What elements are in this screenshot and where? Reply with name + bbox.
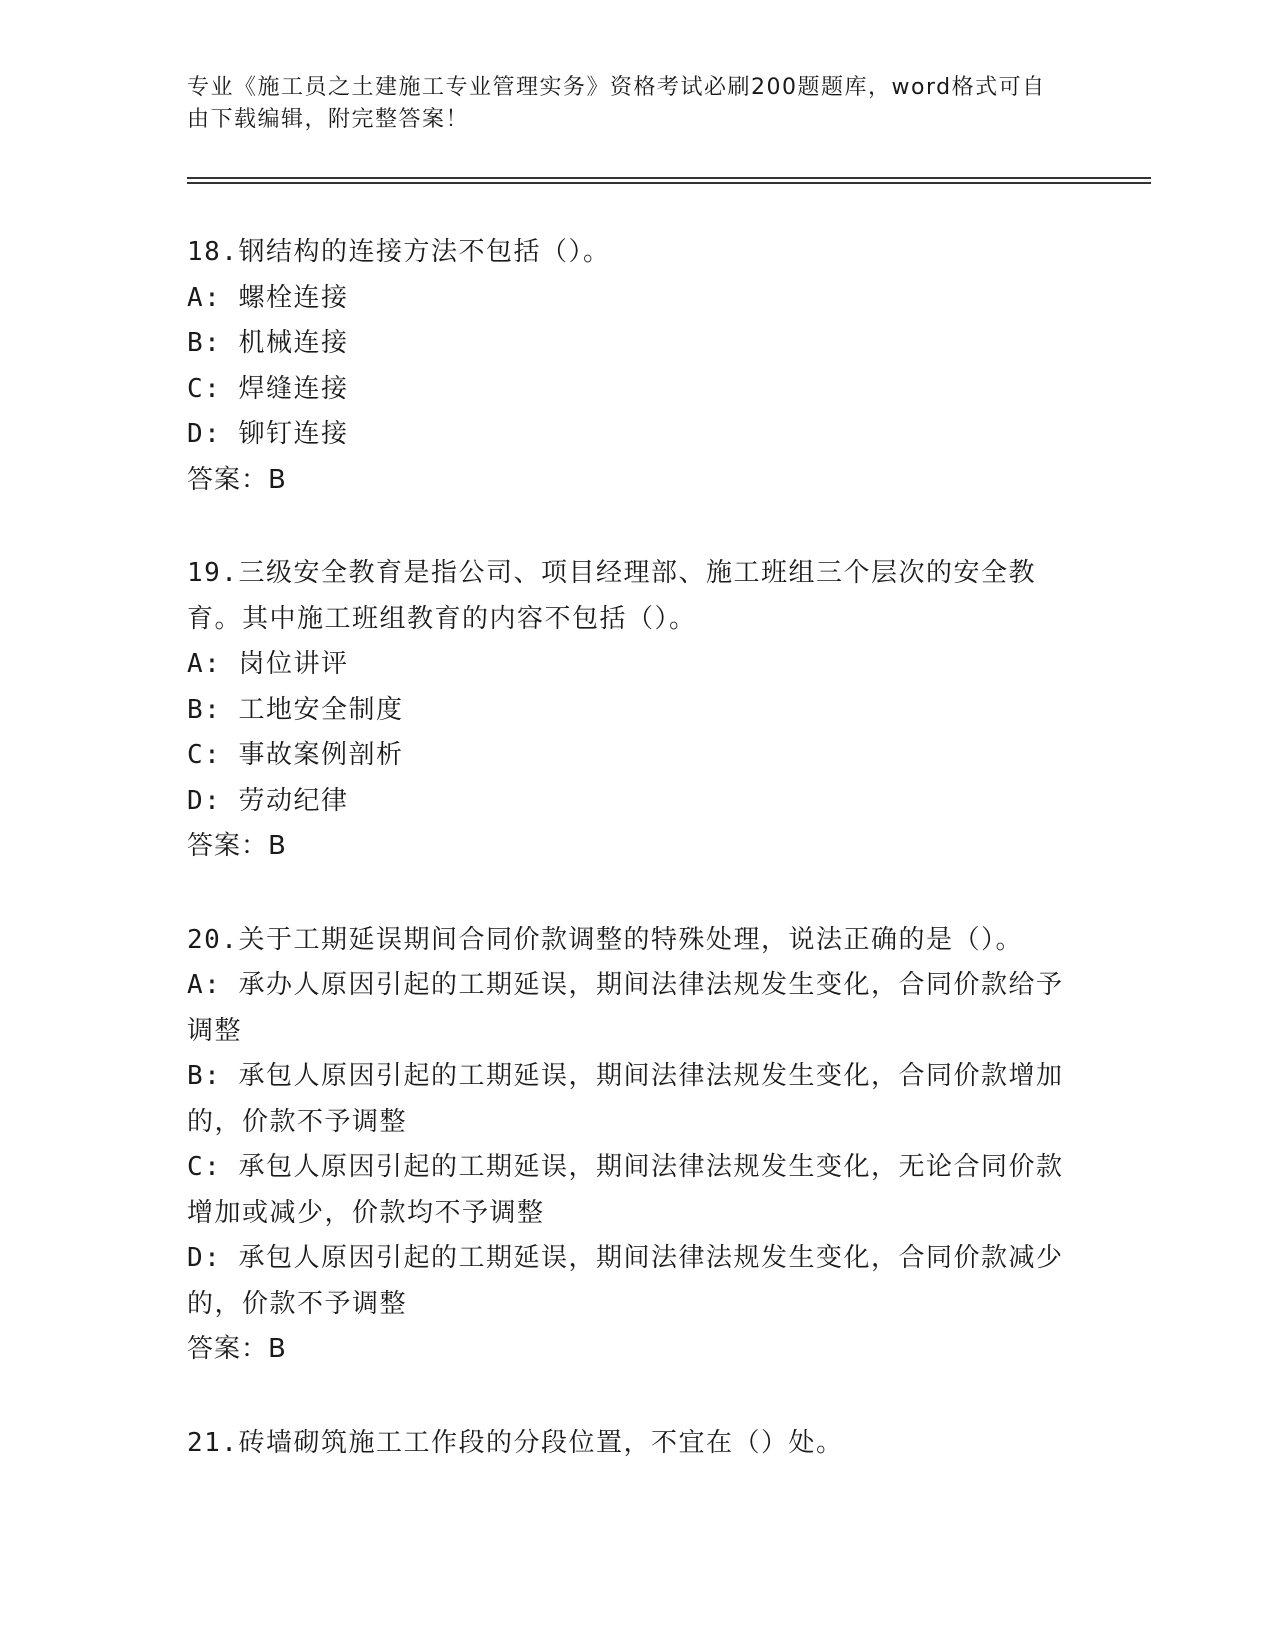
option-c: C: 焊缝连接 <box>187 373 349 404</box>
option-b: B: 工地安全制度 <box>187 694 404 725</box>
header-divider-top <box>187 177 1151 179</box>
option-d: D: 劳动纪律 <box>187 785 349 816</box>
option-a: A: 承办人原因引起的工期延误，期间法律法规发生变化，合同价款给予调整 <box>187 970 1064 1046</box>
option-c: C: 事故案例剖析 <box>187 740 404 770</box>
question-stem: 19.三级安全教育是指公司、项目经理部、施工班组三个层次的安全教育。其中施工班组教育的内容不包括（）。 <box>187 558 1036 634</box>
answer-line: 答案：B <box>187 831 287 861</box>
question-list <box>187 230 1067 1514</box>
question-item <box>187 230 1067 503</box>
option-d: D: 承包人原因引起的工期延误，期间法律法规发生变化，合同价款减少的，价款不予调整 <box>187 1243 1064 1319</box>
question-item <box>187 1421 1067 1467</box>
option-a: A: 螺栓连接 <box>187 282 349 313</box>
option-b: B: 机械连接 <box>187 328 349 358</box>
option-b: B: 承包人原因引起的工期延误，期间法律法规发生变化，合同价款增加的，价款不予调整 <box>187 1061 1064 1137</box>
question-stem: 18.钢结构的连接方法不包括（）。 <box>187 237 611 267</box>
option-a: A: 岗位讲评 <box>187 649 349 679</box>
option-d: D: 铆钉连接 <box>187 419 349 449</box>
answer-line: 答案：B <box>187 1334 287 1364</box>
question-item <box>187 918 1067 1373</box>
document-header: 专业《施工员之土建施工专业管理实务》资格考试必刷200题题库，word格式可自由下载编辑，附完整答案！ <box>187 75 1046 132</box>
question-item <box>187 551 1067 870</box>
question-stem: 21.砖墙砌筑施工工作段的分段位置，不宜在（）处。 <box>187 1427 844 1458</box>
question-stem: 20.关于工期延误期间合同价款调整的特殊处理，说法正确的是（）。 <box>187 924 1023 955</box>
option-c: C: 承包人原因引起的工期延误，期间法律法规发生变化，无论合同价款增加或减少，价款均不予调整 <box>187 1152 1064 1228</box>
answer-line: 答案：B <box>187 464 287 495</box>
header-divider-bottom <box>187 182 1151 184</box>
